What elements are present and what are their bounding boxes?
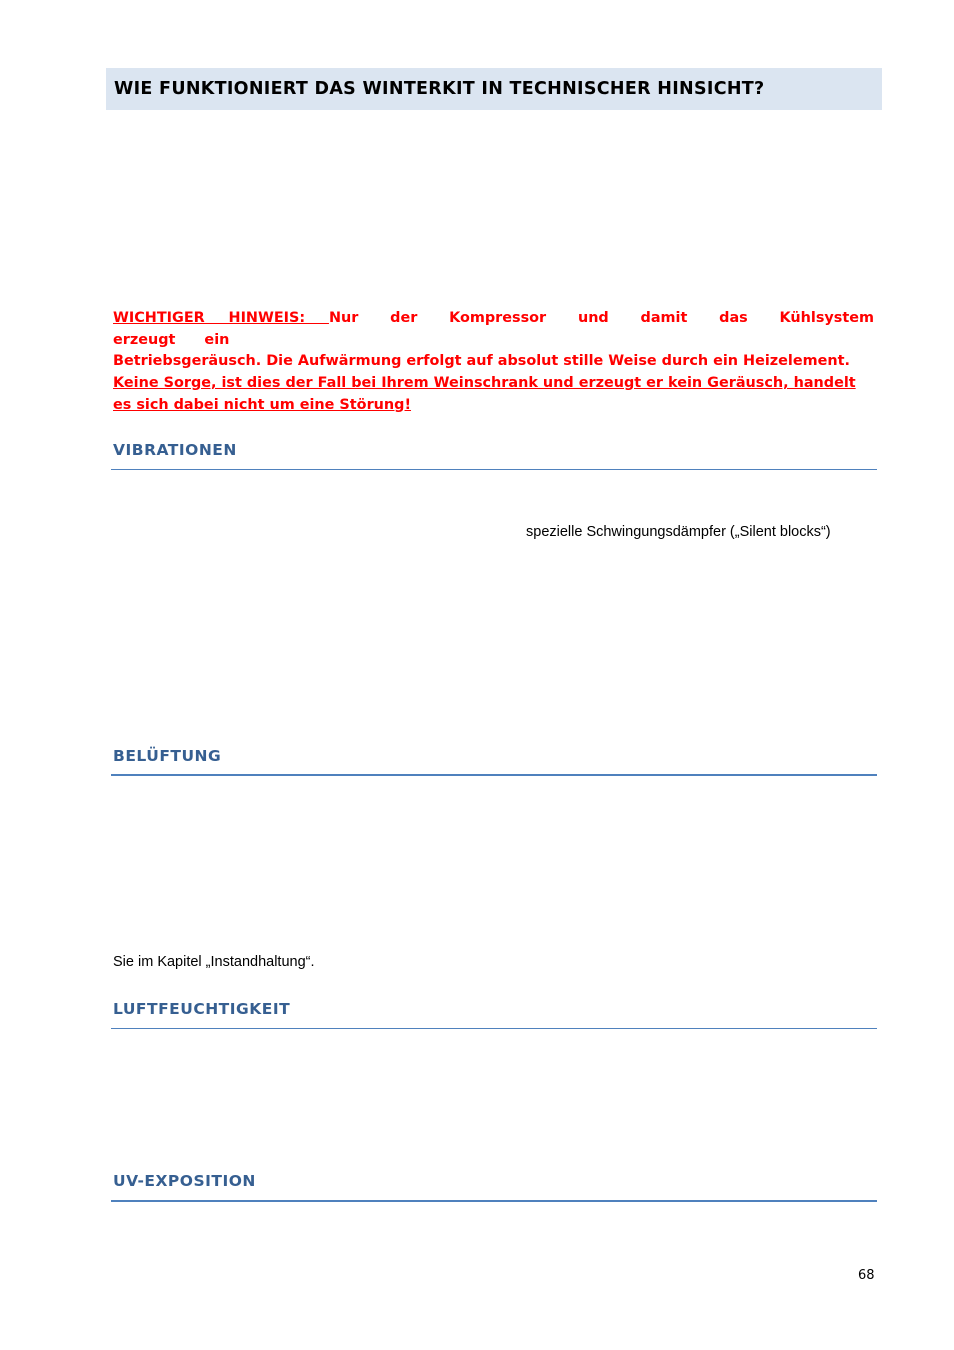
section-divider-uv-exposition: [111, 1200, 877, 1202]
important-notice-line1: Nur der Kompressor und damit das Kühlsystem erzeugt ein: [113, 310, 874, 348]
page-title-text: WIE FUNKTIONIERT DAS WINTERKIT IN TECHNISCHER HINSICHT?: [114, 79, 765, 99]
section-divider-luftfeuchtigkeit: [111, 1028, 877, 1029]
reassurance-notice: Keine Sorge, ist dies der Fall bei Ihrem Weinschrank und erzeugt er kein Geräusch, handelt es sich dabei nicht um eine Störung!: [113, 375, 856, 413]
section-divider-vibrationen: [111, 469, 877, 470]
important-notice-label: WICHTIGER HINWEIS:: [113, 310, 329, 326]
section-heading-belueftung: BELÜFTUNG: [113, 747, 222, 765]
page-title: [106, 68, 882, 110]
section-heading-luftfeuchtigkeit: LUFTFEUCHTIGKEIT: [113, 1000, 291, 1018]
section-heading-uv-exposition: UV-EXPOSITION: [113, 1172, 256, 1190]
important-notice-line2: Betriebsgeräusch. Die Aufwärmung erfolgt auf absolut stille Weise durch ein Heizelement.: [113, 353, 850, 369]
belueftung-text: Sie im Kapitel „Instandhaltung“.: [113, 954, 315, 970]
section-heading-vibrationen: VIBRATIONEN: [113, 441, 237, 459]
important-notice: [113, 308, 874, 373]
vibrationen-text: spezielle Schwingungsdämpfer („Silent blocks“): [526, 524, 831, 540]
page-number: 68: [858, 1268, 875, 1283]
section-divider-belueftung: [111, 774, 877, 776]
